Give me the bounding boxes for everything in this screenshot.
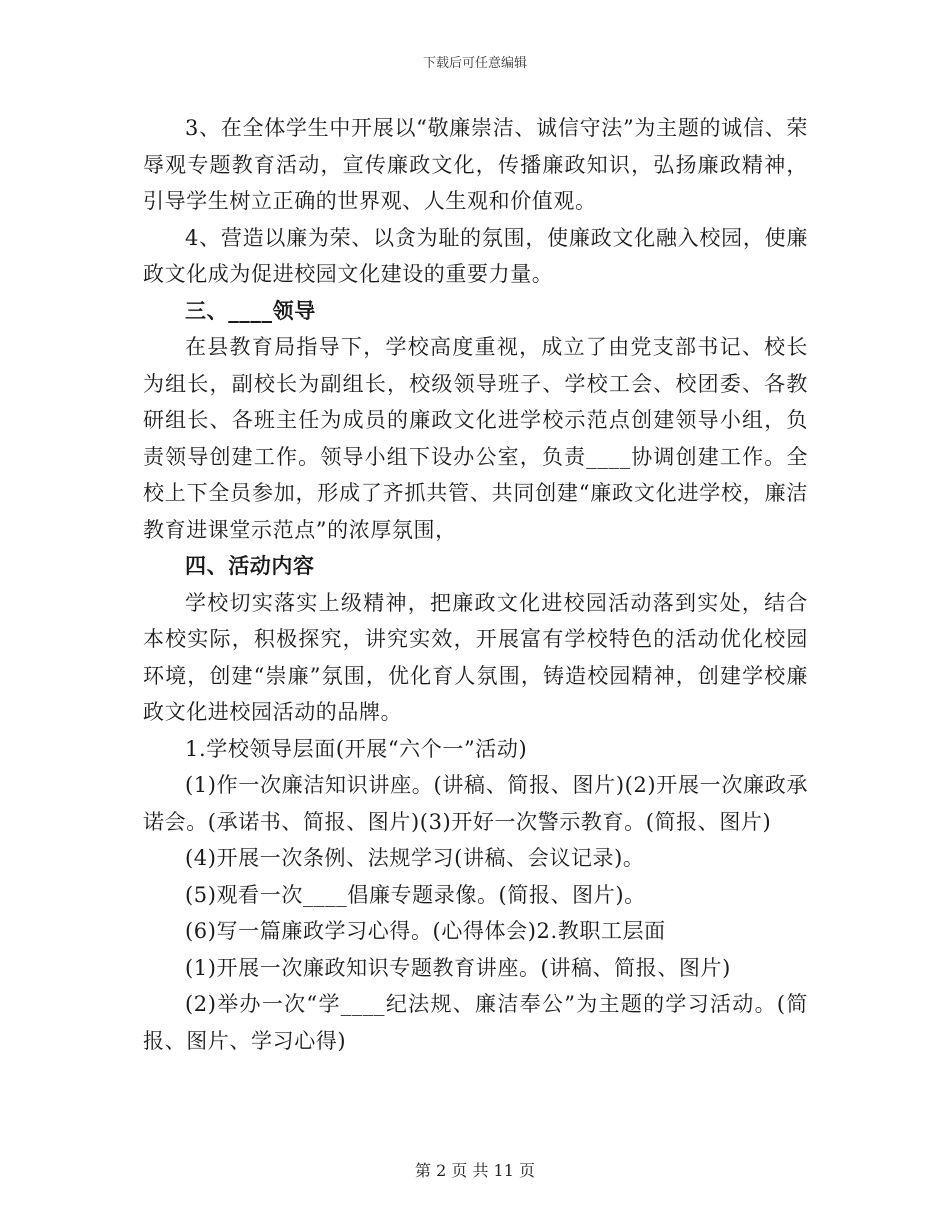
document-body	[143, 110, 808, 1059]
section-heading-leadership: 三、____领导	[185, 297, 316, 323]
staff-list-item-2: (2)举办一次“学____纪法规、廉洁奉公”为主题的学习活动。(简报、图片、学习心得)	[143, 992, 808, 1053]
paragraph-activities: 学校切实落实上级精神，把廉政文化进校园活动落到实处，结合本校实际，积极探究，讲究实效，开展富有学校特色的活动优化校园环境，创建“崇廉”氛围，优化育人氛围，铸造校园精神，创建学校廉政文化进校园活动的品牌。	[143, 590, 808, 724]
page-footer: 第 2 页 共 11 页	[415, 1161, 535, 1180]
paragraph-item-4: 4、营造以廉为荣、以贪为耻的氛围，使廉政文化融入校园，使廉政文化成为促进校园文化建设的重要力量。	[143, 225, 808, 286]
page-header: 下载后可任意编辑	[422, 56, 527, 71]
subheading-school-leadership: 1.学校领导层面(开展“六个一”活动)	[185, 736, 528, 761]
list-item-1-3: (1)作一次廉洁知识讲座。(讲稿、简报、图片)(2)开展一次廉政承诺会。(承诺书、简报、图片)(3)开好一次警示教育。(简报、图片)	[143, 773, 808, 834]
paragraph-leadership: 在县教育局指导下，学校高度重视，成立了由党支部书记、校长为组长，副校长为副组长，校级领导班子、学校工会、校团委、各教研组长、各班主任为成员的廉政文化进学校示范点创建领导小组，负责领导创建工作。领导小组下设办公室，负责____协调创建工作。全校上下全员参加，形成了齐抓共管、共同创建“廉政文化进学校，廉洁教育进课堂示范点”的浓厚氛围，	[143, 335, 808, 542]
list-item-4: (4)开展一次条例、法规学习(讲稿、会议记录)。	[185, 846, 645, 870]
section-heading-activities: 四、活动内容	[185, 553, 315, 578]
staff-list-item-1: (1)开展一次廉政知识专题教育讲座。(讲稿、简报、图片)	[185, 955, 731, 980]
paragraph-item-3: 3、在全体学生中开展以“敬廉崇洁、诚信守法”为主题的诚信、荣辱观专题教育活动，宣传廉政文化，传播廉政知识，弘扬廉政精神，引导学生树立正确的世界观、人生观和价值观。	[143, 116, 808, 213]
list-item-5: (5)观看一次____倡廉专题录像。(简报、图片)。	[185, 882, 646, 907]
list-item-6: (6)写一篇廉政学习心得。(心得体会)2.教职工层面	[185, 919, 666, 943]
